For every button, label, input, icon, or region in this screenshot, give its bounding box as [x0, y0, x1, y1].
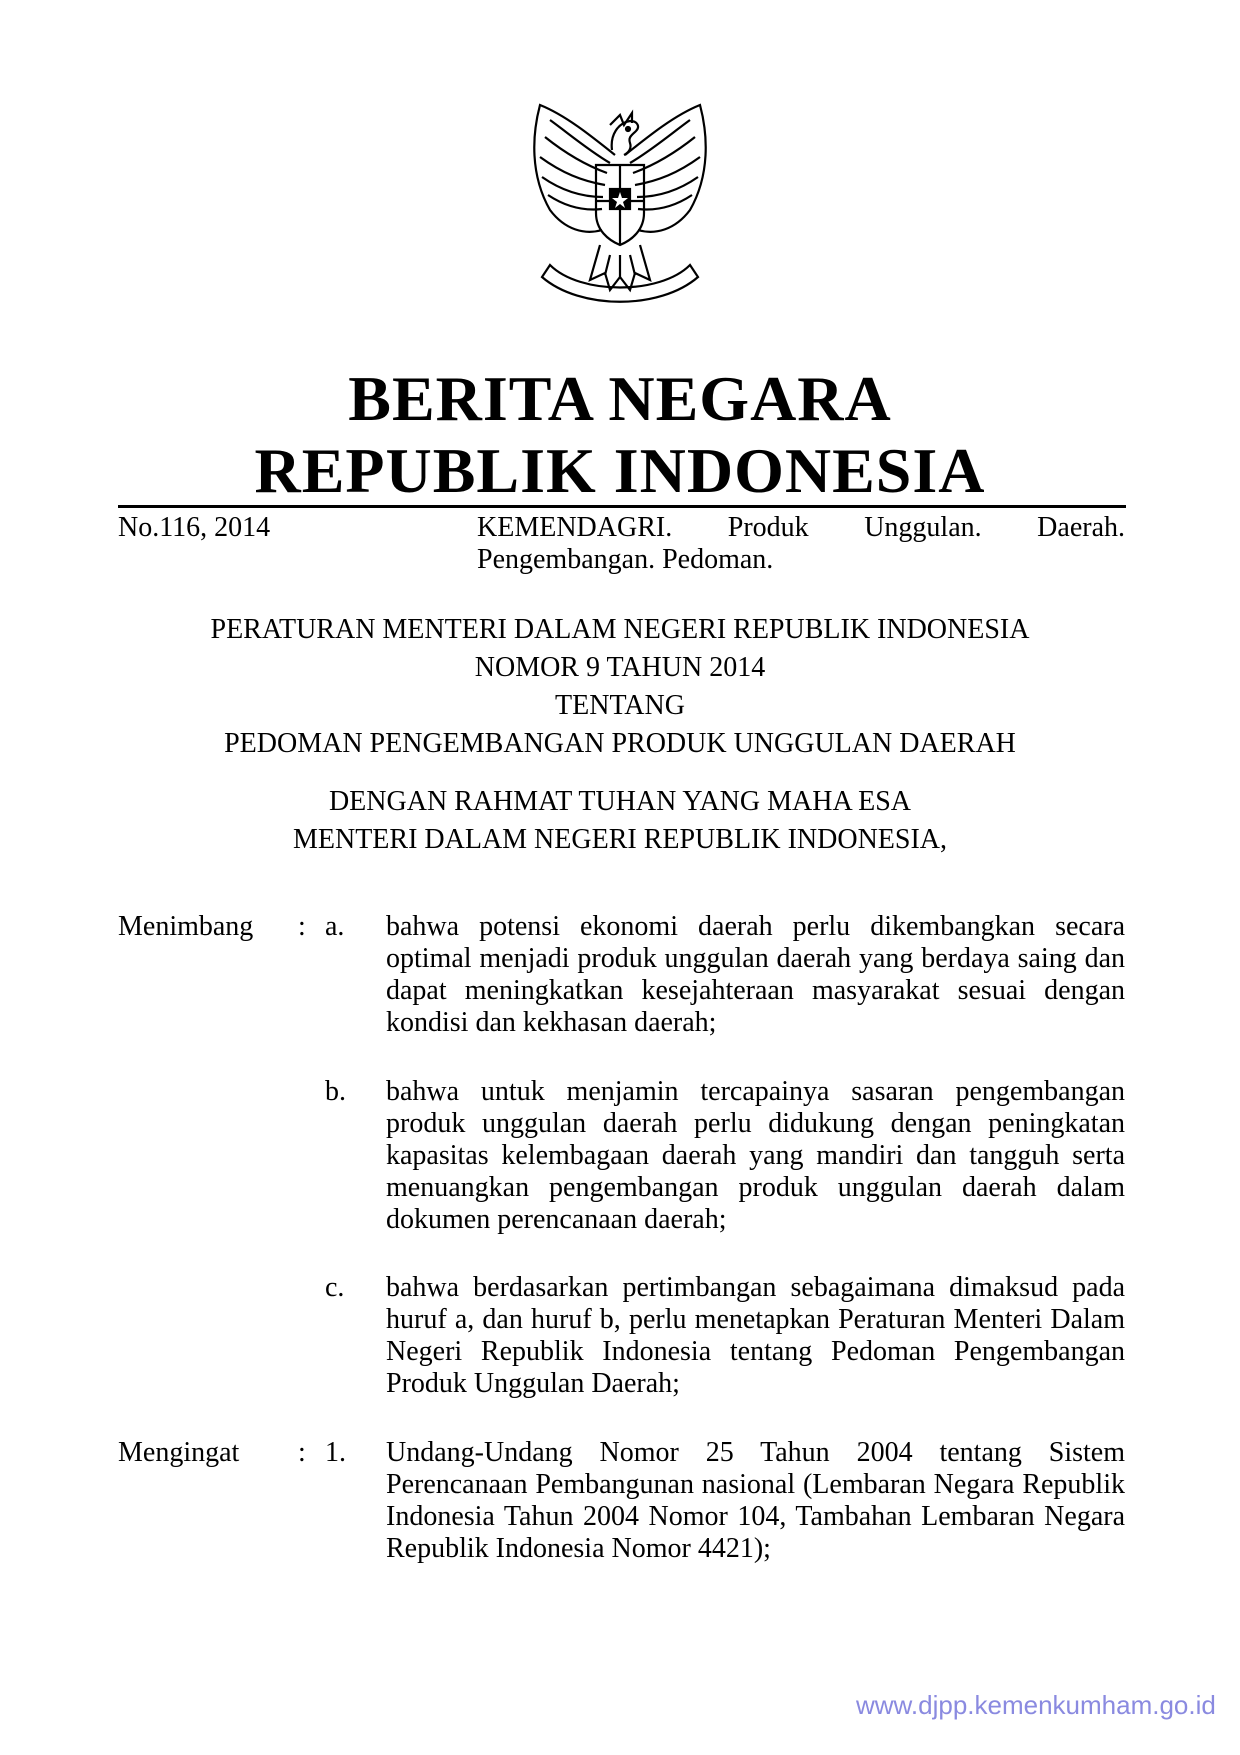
regulation-subject: PEDOMAN PENGEMBANGAN PRODUK UNGGULAN DAERAH: [224, 728, 1016, 759]
mengingat-item-1: Undang-Undang Nomor 25 Tahun 2004 tentang Sistem Perencanaan Pembangunan nasional (Lembaran Negara Republik Indonesia Tahun 2004 Nomor 104, Tambahan Lembaran Negara Republik Indonesia Nomor 4421);: [386, 1437, 1125, 1564]
document-number: No.116, 2014: [118, 512, 271, 543]
mengingat-colon: :: [298, 1437, 306, 1468]
preamble-line-2: MENTERI DALAM NEGERI REPUBLIK INDONESIA,: [292, 824, 948, 855]
regulation-title: PERATURAN MENTERI DALAM NEGERI REPUBLIK INDONESIA: [210, 614, 1030, 645]
menimbang-marker-c: c.: [325, 1272, 345, 1303]
page-title-line-1: BERITA NEGARA: [348, 363, 892, 434]
menimbang-item-a: bahwa potensi ekonomi daerah perlu dikembangkan secara optimal menjadi produk unggulan daerah yang berdaya saing dan dapat meningkatkan kesejahteraan masyarakat sesuai dengan kondisi dan kekhasan daerah;: [386, 911, 1125, 1038]
title-divider: [118, 505, 1126, 508]
page-title-line-2: REPUBLIK INDONESIA: [254, 435, 986, 506]
regulation-number: NOMOR 9 TAHUN 2014: [474, 652, 766, 683]
footer-url-link[interactable]: www.djpp.kemenkumham.go.id: [856, 1690, 1216, 1720]
menimbang-marker-b: b.: [325, 1076, 346, 1107]
menimbang-label: Menimbang: [118, 911, 254, 942]
document-category: KEMENDAGRI. Produk Unggulan. Daerah. Pengembangan. Pedoman.: [477, 512, 1125, 575]
menimbang-marker-a: a.: [325, 911, 345, 942]
menimbang-item-c: bahwa berdasarkan pertimbangan sebagaimana dimaksud pada huruf a, dan huruf b, perlu menetapkan Peraturan Menteri Dalam Negeri Republik Indonesia tentang Pedoman Pengembangan Produk Unggulan Daerah;: [386, 1272, 1125, 1399]
menimbang-colon: :: [298, 911, 306, 942]
mengingat-label: Mengingat: [118, 1437, 240, 1468]
preamble-line-1: DENGAN RAHMAT TUHAN YANG MAHA ESA: [328, 786, 912, 817]
garuda-emblem-icon: [510, 95, 730, 315]
menimbang-item-b: bahwa untuk menjamin tercapainya sasaran pengembangan produk unggulan daerah perlu didukung dengan peningkatan kapasitas kelembagaan daerah yang mandiri dan tangguh serta menuangkan pengembangan produk unggulan daerah dalam dokumen perencanaan daerah;: [386, 1076, 1125, 1235]
regulation-tentang: TENTANG: [555, 690, 685, 721]
mengingat-marker-1: 1.: [325, 1437, 346, 1468]
